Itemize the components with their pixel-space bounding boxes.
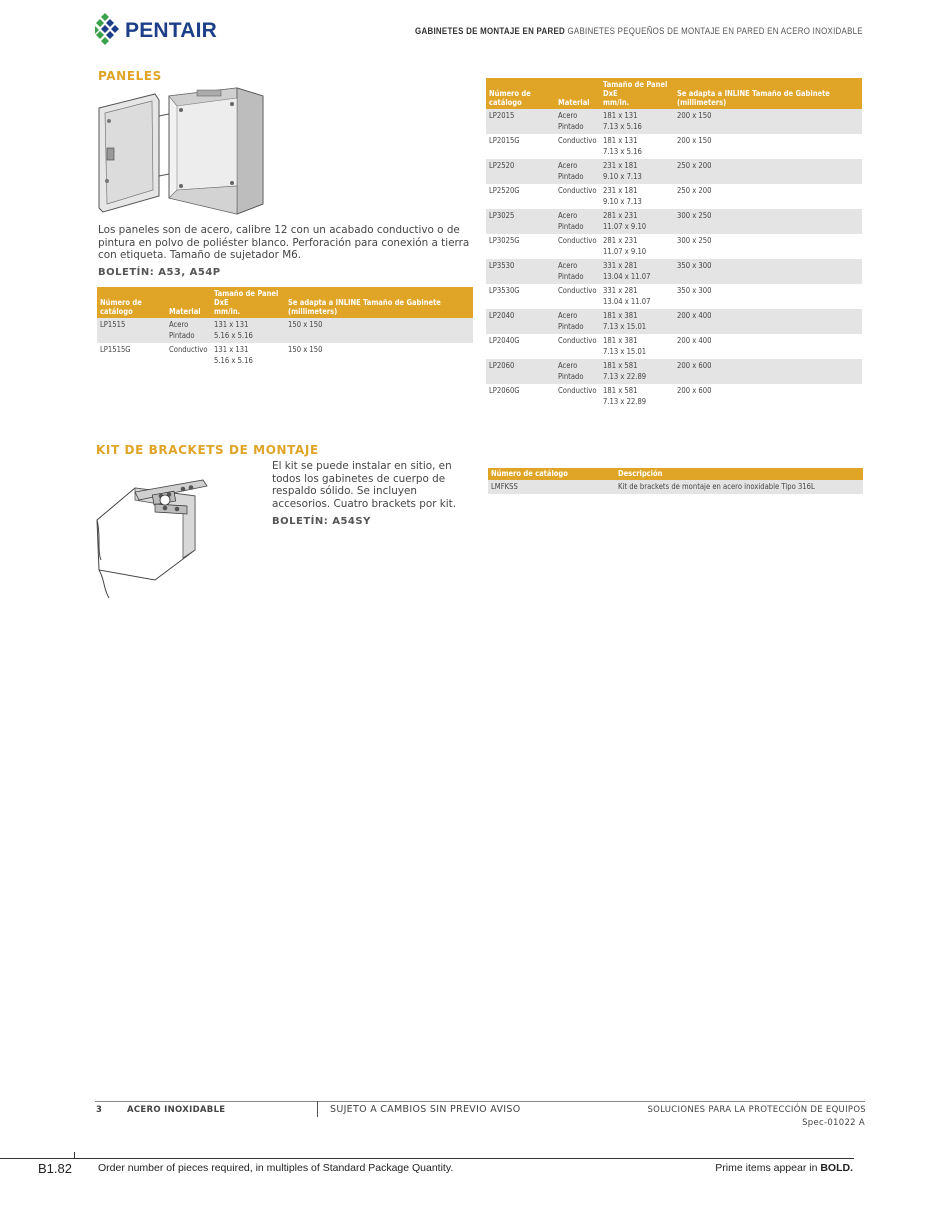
cell-adapta: 300 x 250 [677, 236, 712, 245]
cell-adapta: 250 x 200 [674, 159, 862, 184]
cell-adapta: 350 x 300 [677, 286, 712, 295]
cell-catalogo: LP3530G [489, 286, 520, 295]
footer-rule [95, 1101, 865, 1102]
cell-adapta: 250 x 200 [677, 186, 712, 195]
cell-catalogo: LP2060 [486, 359, 555, 384]
cell-tamano: 181 x 381 7.13 x 15.01 [600, 309, 674, 334]
cell-adapta: 200 x 400 [674, 309, 862, 334]
table-row [486, 359, 862, 384]
cell-catalogo: LP3530 [486, 259, 555, 284]
cell-catalogo: LP2060G [489, 386, 520, 395]
bottom-rule [0, 1158, 854, 1159]
cell-catalogo: LMFKSS [488, 480, 615, 494]
cell-material: Conductivo [558, 236, 597, 245]
col-descripcion: Descripción [615, 468, 863, 480]
table-row [486, 134, 862, 159]
order-note: Order number of pieces required, in multiples of Standard Package Quantity. [98, 1162, 454, 1174]
col-tamano: Tamaño de Panel DxE mm/in. [600, 78, 674, 109]
cell-catalogo: LP2015 [486, 109, 555, 134]
prime-note-bold: BOLD. [820, 1162, 853, 1174]
cell-catalogo: LP3025G [489, 236, 520, 245]
cell-material: Acero Pintado [555, 359, 600, 384]
cell-adapta: 200 x 600 [677, 386, 712, 395]
cell-catalogo: LP3025 [486, 209, 555, 234]
cell-tamano: 181 x 131 7.13 x 5.16 [603, 136, 642, 156]
table-header-row [486, 78, 862, 109]
cell-tamano: 231 x 181 9.10 x 7.13 [600, 159, 674, 184]
cell-catalogo: LP2520G [489, 186, 520, 195]
table-row [486, 309, 862, 334]
pentair-logo-icon [95, 13, 123, 47]
cell-tamano: 231 x 181 9.10 x 7.13 [603, 186, 642, 206]
cell-material: Acero Pintado [555, 309, 600, 334]
cell-material: Acero Pintado [166, 318, 211, 343]
cell-material: Acero Pintado [555, 259, 600, 284]
paneles-table-large [486, 78, 862, 409]
table-header-row [488, 468, 863, 480]
paneles-description: Los paneles son de acero, calibre 12 con un acabado conductivo o de pintura en polvo de poliéster blanco. Perforación para conexión a tierra con etiqueta. Tamaño de sujetador M6. [98, 224, 470, 262]
cell-adapta: 200 x 400 [677, 336, 712, 345]
cell-descripcion: Kit de brackets de montaje en acero inoxidable Tipo 316L [615, 480, 863, 494]
table-row [486, 234, 862, 259]
paneles-table-small [97, 287, 473, 368]
col-catalogo: Número de catálogo [486, 78, 555, 109]
table-row [486, 184, 862, 209]
cell-catalogo: LP1515G [100, 345, 131, 354]
cell-catalogo: LP2040G [489, 336, 520, 345]
table-row [486, 259, 862, 284]
col-material: Material [555, 78, 600, 109]
prime-note [715, 1162, 853, 1174]
cell-material: Acero Pintado [555, 109, 600, 134]
footer-tagline: SOLUCIONES PARA LA PROTECCIÓN DE EQUIPOS [647, 1105, 866, 1115]
col-adapta: Se adapta a INLINE Tamaño de Gabinete (millimeters) [285, 287, 473, 318]
cell-tamano: 181 x 581 7.13 x 22.89 [600, 359, 674, 384]
cell-adapta: 350 x 300 [674, 259, 862, 284]
cell-tamano: 281 x 231 11.07 x 9.10 [603, 236, 647, 256]
col-tamano: Tamaño de Panel DxE mm/in. [211, 287, 285, 318]
cell-material: Acero Pintado [555, 209, 600, 234]
footer-divider [317, 1101, 318, 1117]
paneles-bulletin: BOLETÍN: A53, A54P [98, 267, 221, 278]
cell-tamano: 131 x 131 5.16 x 5.16 [214, 345, 253, 365]
col-catalogo: Número de catálogo [488, 468, 615, 480]
cell-catalogo: LP2520 [486, 159, 555, 184]
header-category [415, 26, 863, 36]
table-row [486, 159, 862, 184]
table-row [486, 334, 862, 359]
cell-tamano: 281 x 231 11.07 x 9.10 [600, 209, 674, 234]
cell-material: Conductivo [169, 345, 208, 354]
brackets-table [488, 468, 863, 494]
cell-tamano: 331 x 281 13.04 x 11.07 [600, 259, 674, 284]
cell-material: Conductivo [558, 386, 597, 395]
col-adapta: Se adapta a INLINE Tamaño de Gabinete (millimeters) [674, 78, 862, 109]
footer-notice: SUJETO A CAMBIOS SIN PREVIO AVISO [330, 1104, 521, 1115]
table-row [486, 284, 862, 309]
cell-adapta: 150 x 150 [285, 318, 473, 343]
cell-tamano: 181 x 131 7.13 x 5.16 [600, 109, 674, 134]
paneles-title: PANELES [98, 69, 162, 83]
header-category-bold: GABINETES DE MONTAJE EN PARED [415, 26, 566, 36]
table-row [488, 480, 863, 494]
table-row [486, 109, 862, 134]
footer-spec: Spec-01022 A [802, 1118, 865, 1128]
cell-adapta: 300 x 250 [674, 209, 862, 234]
footer-page-number: 3 [96, 1105, 103, 1115]
table-row [486, 384, 862, 409]
table-row [97, 343, 473, 368]
col-catalogo: Número de catálogo [97, 287, 166, 318]
table-row [97, 318, 473, 343]
cell-adapta: 150 x 150 [288, 345, 323, 354]
footer-section: ACERO INOXIDABLE [127, 1105, 226, 1115]
cell-adapta: 200 x 150 [677, 136, 712, 145]
cell-material: Acero Pintado [555, 159, 600, 184]
cell-adapta: 200 x 150 [674, 109, 862, 134]
table-row [486, 209, 862, 234]
cell-catalogo: LP2040 [486, 309, 555, 334]
brackets-title: KIT DE BRACKETS DE MONTAJE [96, 443, 319, 457]
prime-note-prefix: Prime items appear in [715, 1162, 818, 1174]
cell-tamano: 181 x 581 7.13 x 22.89 [603, 386, 647, 406]
cell-catalogo: LP1515 [97, 318, 166, 343]
cell-adapta: 200 x 600 [674, 359, 862, 384]
cell-material: Conductivo [558, 186, 597, 195]
header-category-light: GABINETES PEQUEÑOS DE MONTAJE EN PARED EN ACERO INOXIDABLE [567, 26, 863, 36]
cell-material: Conductivo [558, 136, 597, 145]
cell-tamano: 131 x 131 5.16 x 5.16 [211, 318, 285, 343]
pentair-logo [95, 13, 225, 47]
cell-tamano: 181 x 381 7.13 x 15.01 [603, 336, 647, 356]
brackets-bulletin: BOLETÍN: A54SY [272, 516, 371, 527]
enclosure-illustration [97, 86, 267, 218]
col-material: Material [166, 287, 211, 318]
cell-tamano: 331 x 281 13.04 x 11.07 [603, 286, 651, 306]
cell-material: Conductivo [558, 286, 597, 295]
bottom-tick [74, 1152, 75, 1159]
table-header-row [97, 287, 473, 318]
brackets-description: El kit se puede instalar en sitio, en todos los gabinetes de cuerpo de respaldo sólido. Se incluyen accesorios. Cuatro brackets por kit. [272, 460, 457, 510]
bracket-illustration [95, 460, 265, 602]
cell-catalogo: LP2015G [489, 136, 520, 145]
brand-name: PENTAIR [125, 19, 218, 42]
cell-material: Conductivo [558, 336, 597, 345]
catalog-page-number: B1.82 [38, 1161, 72, 1176]
